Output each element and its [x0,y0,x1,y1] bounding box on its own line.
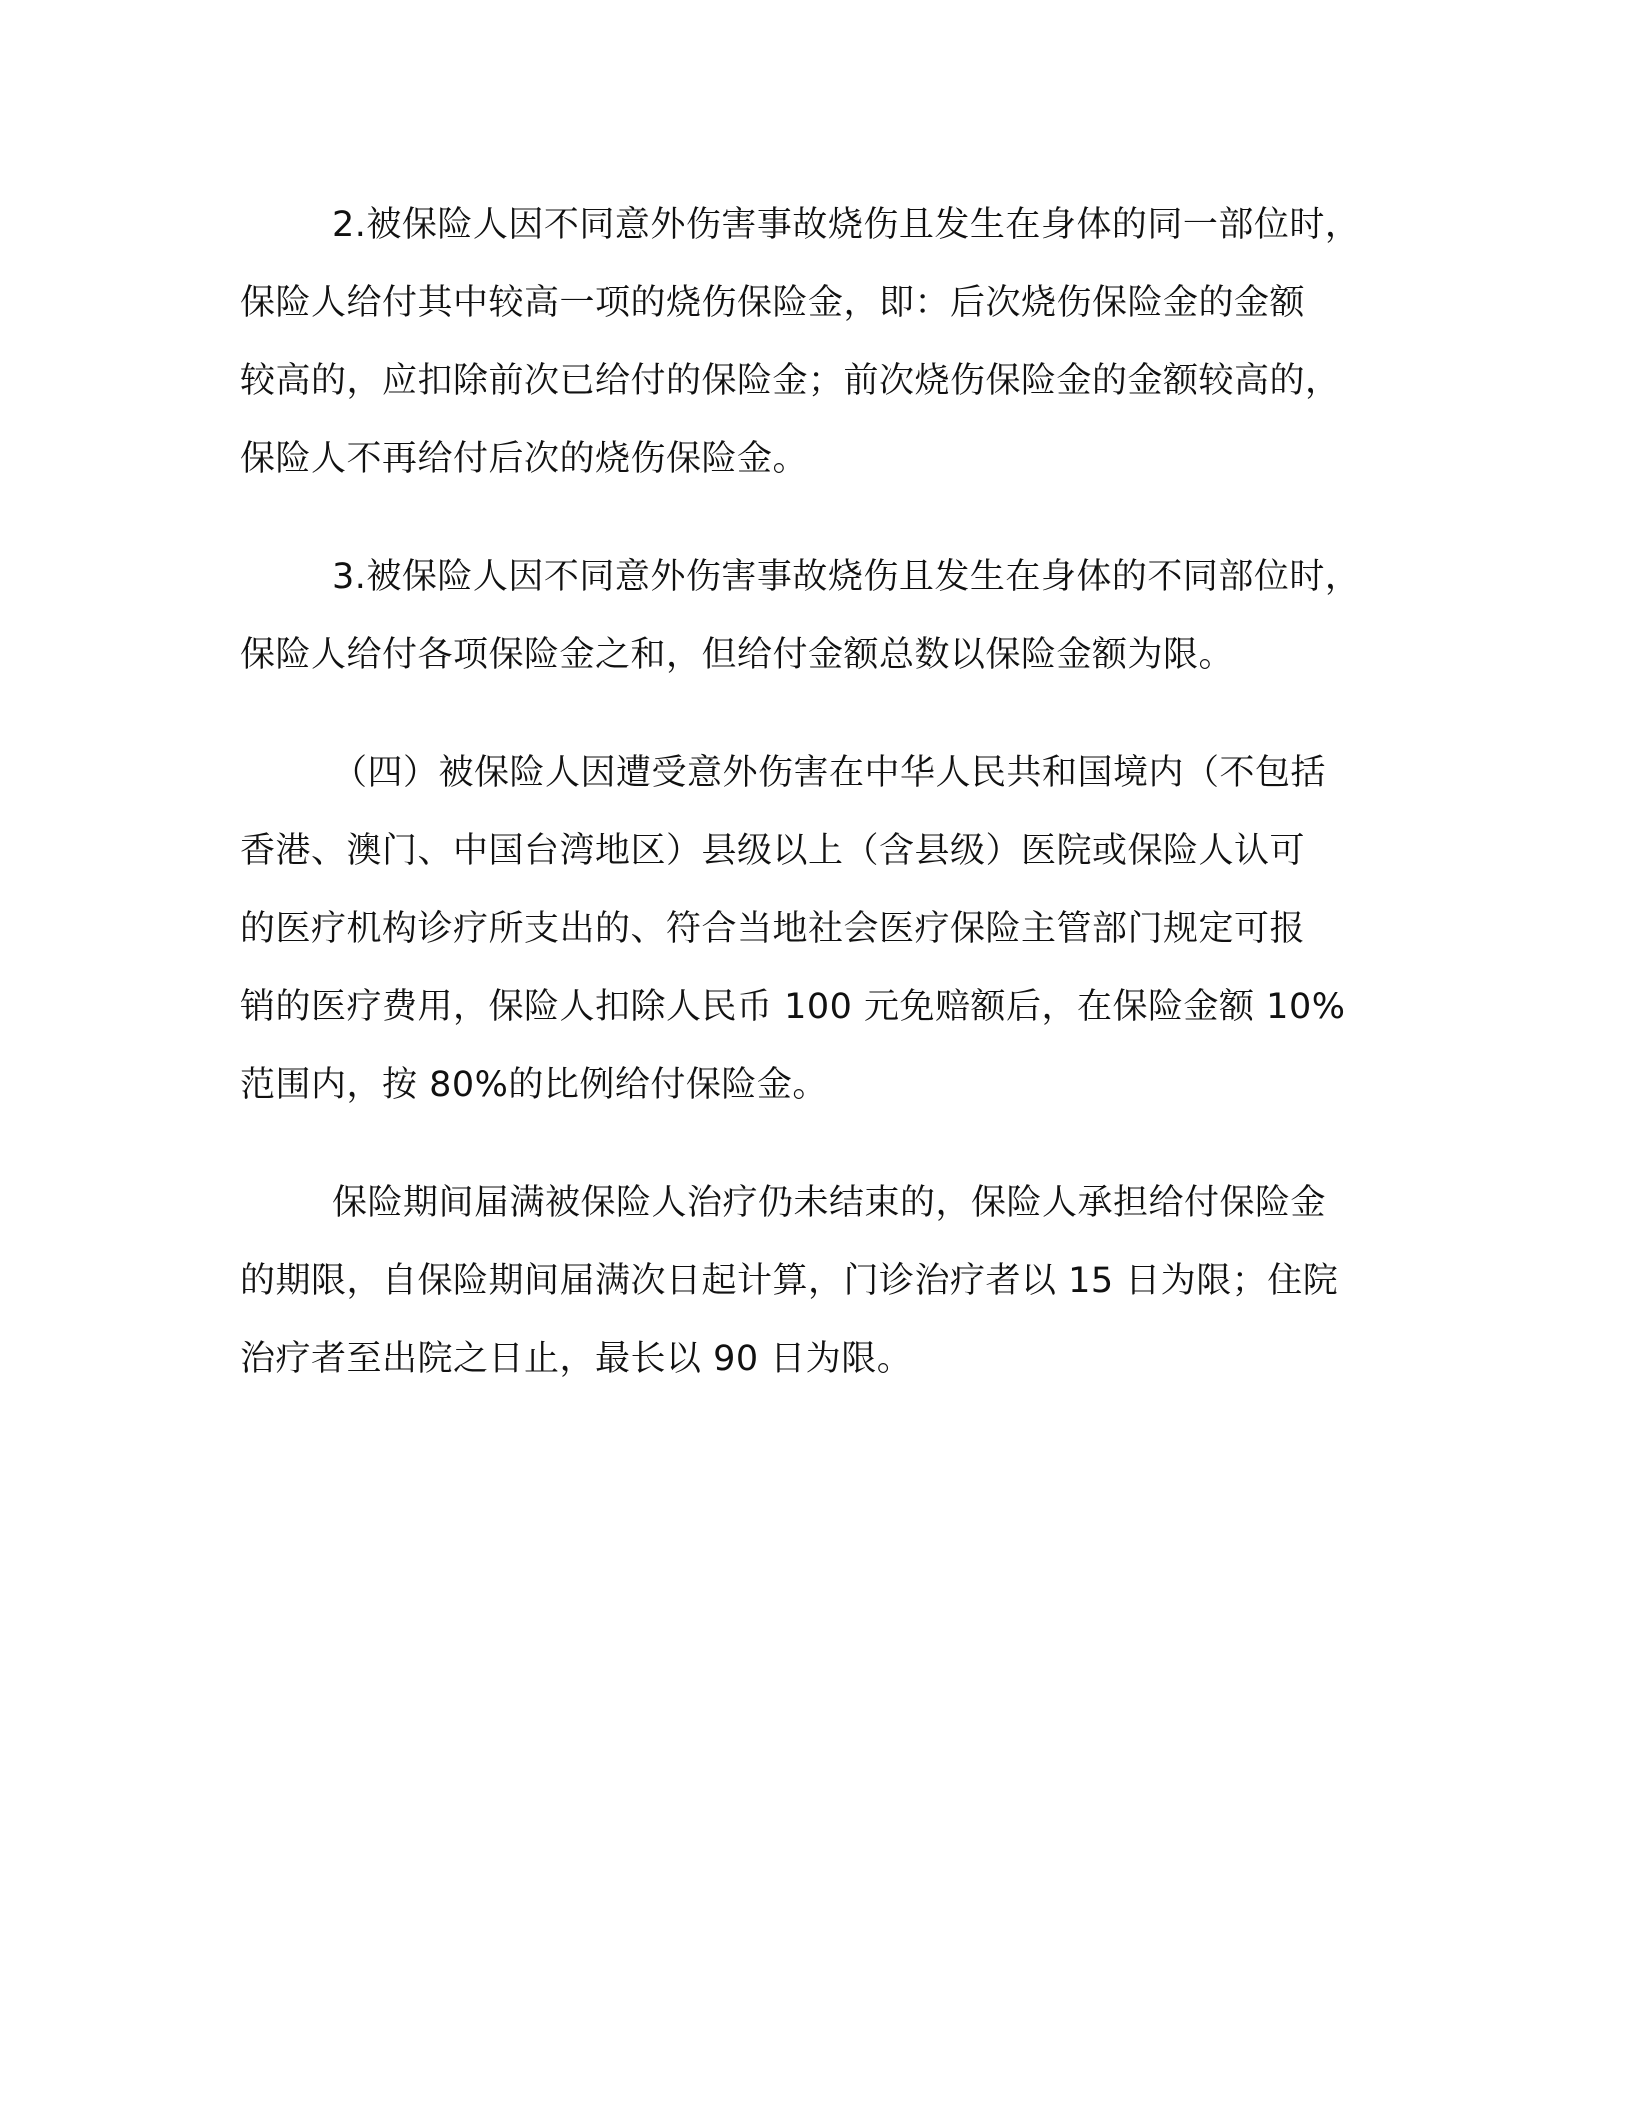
paragraph-medical-expenses [240,734,1390,1124]
paragraph-line: 保险人不再给付后次的烧伤保险金。 [240,439,809,479]
paragraph-line: 2.被保险人因不同意外伤害事故烧伤且发生在身体的同一部位时， [332,205,1361,245]
paragraph-line: 的期限，自保险期间届满次日起计算，门诊治疗者以 15 日为限；住院 [240,1261,1339,1301]
paragraph-line: 范围内，按 80%的比例给付保险金。 [240,1065,828,1105]
paragraph-line: 保险人给付其中较高一项的烧伤保险金，即：后次烧伤保险金的金额 [240,283,1306,323]
document-body [240,186,1390,1438]
paragraph-treatment-period [240,1164,1390,1398]
paragraph-burn-different-parts [240,538,1390,694]
paragraph-line: 3.被保险人因不同意外伤害事故烧伤且发生在身体的不同部位时， [332,557,1361,597]
paragraph-line: （四）被保险人因遭受意外伤害在中华人民共和国境内（不包括 [332,753,1327,793]
paragraph-line: 保险人给付各项保险金之和，但给付金额总数以保险金额为限。 [240,635,1235,675]
paragraph-line: 的医疗机构诊疗所支出的、符合当地社会医疗保险主管部门规定可报 [240,909,1306,949]
paragraph-line: 治疗者至出院之日止，最长以 90 日为限。 [240,1339,913,1379]
paragraph-line: 销的医疗费用，保险人扣除人民币 100 元免赔额后，在保险金额 10% [240,987,1346,1027]
paragraph-line: 保险期间届满被保险人治疗仍未结束的，保险人承担给付保险金 [332,1183,1327,1223]
paragraph-burn-same-part [240,186,1390,498]
paragraph-line: 较高的，应扣除前次已给付的保险金；前次烧伤保险金的金额较高的， [240,361,1341,401]
paragraph-line: 香港、澳门、中国台湾地区）县级以上（含县级）医院或保险人认可 [240,831,1306,871]
